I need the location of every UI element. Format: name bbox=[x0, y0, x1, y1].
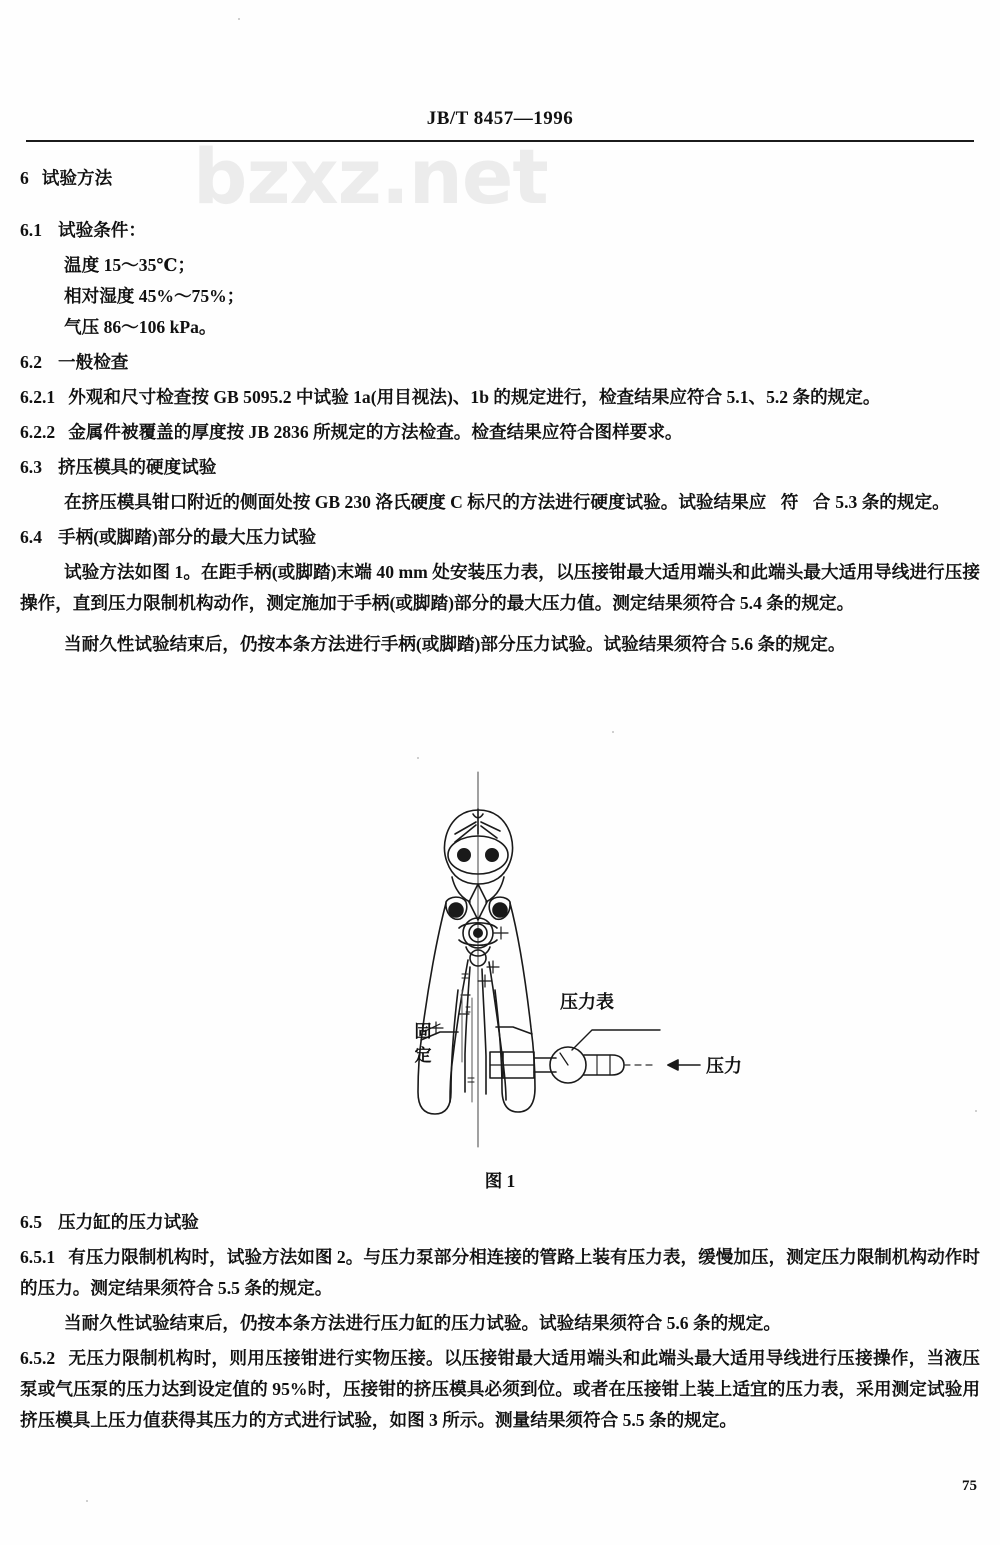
figure-1-drawing bbox=[0, 762, 1000, 1207]
heading-6-2-number: 6.2 bbox=[20, 352, 42, 372]
clause-6-5-2 bbox=[20, 1343, 980, 1436]
scan-speck bbox=[612, 731, 614, 733]
clause-6-2-2 bbox=[20, 417, 980, 448]
heading-6-1 bbox=[20, 215, 980, 246]
heading-6-3 bbox=[20, 452, 980, 483]
clause-6-2-1-number: 6.2.1 bbox=[20, 387, 56, 407]
figure-1 bbox=[0, 762, 1000, 1207]
heading-6-4-title: 手柄(或脚踏)部分的最大压力试验 bbox=[58, 527, 317, 547]
clause-6-3-body bbox=[20, 487, 980, 518]
figure-1-label-fixed: 固定 bbox=[414, 1022, 432, 1065]
figure-1-caption: 图 1 bbox=[484, 1171, 516, 1191]
heading-6-2 bbox=[20, 347, 980, 378]
clause-6-3-body-part2: 应 符 合 bbox=[748, 492, 836, 512]
condition-temperature: 温度 15～35℃； bbox=[64, 255, 196, 275]
clause-6-5-1-paragraph-2: 当耐久性试验结束后，仍按本条方法进行压力缸的压力试验。试验结果须符合 5.6 条的规定。 bbox=[64, 1313, 781, 1333]
heading-6-4-number: 6.4 bbox=[20, 527, 42, 547]
heading-6-5 bbox=[20, 1207, 980, 1238]
clause-6-2-2-text: 金属件被覆盖的厚度按 JB 2836 所规定的方法检查。检查结果应符合图样要求。 bbox=[68, 422, 683, 442]
figure-1-label-gauge: 压力表 bbox=[560, 992, 614, 1012]
heading-6-1-number: 6.1 bbox=[20, 220, 42, 240]
document-body bbox=[20, 163, 980, 660]
clause-6-3-body-part1: 在挤压模具钳口附近的侧面处按 GB 230 洛氏硬度 C 标尺的方法进行硬度试验。试验结果 bbox=[64, 492, 749, 512]
clause-6-5-1-number: 6.5.1 bbox=[20, 1247, 56, 1267]
clause-6-5-2-number: 6.5.2 bbox=[20, 1348, 56, 1368]
clause-6-5-1-text: 有压力限制机构时，试验方法如图 2。与压力泵部分相连接的管路上装有压力表，缓慢加压，测定压力限制机构动作时的压力。测定结果须符合 5.5 条的规定。 bbox=[20, 1247, 980, 1298]
clause-6-2-2-number: 6.2.2 bbox=[20, 422, 56, 442]
condition-pressure: 气压 86～106 kPa。 bbox=[64, 317, 217, 337]
clause-6-2-1-text: 外观和尺寸检查按 GB 5095.2 中试验 1a(用目视法)、1b 的规定进行，检查结果应符合 5.1、5.2 条的规定。 bbox=[68, 387, 881, 407]
heading-6-3-title: 挤压模具的硬度试验 bbox=[58, 457, 217, 477]
heading-6-5-title: 压力缸的压力试验 bbox=[58, 1212, 199, 1232]
page-number: 75 bbox=[962, 1478, 977, 1494]
figure-1-label-force: 压力 bbox=[706, 1056, 742, 1076]
heading-6-title: 试验方法 bbox=[41, 168, 113, 188]
heading-6-2-title: 一般检查 bbox=[58, 352, 129, 372]
document-body-continued bbox=[20, 1207, 980, 1436]
heading-6-1-title: 试验条件： bbox=[58, 220, 146, 240]
clause-6-3-body-part3: 5.3 条的规定。 bbox=[835, 492, 950, 512]
document-header-title: JB/T 8457—1996 bbox=[426, 108, 574, 129]
heading-6-5-number: 6.5 bbox=[20, 1212, 42, 1232]
scan-speck bbox=[238, 18, 240, 20]
clause-6-4-paragraph-2: 当耐久性试验结束后，仍按本条方法进行手柄(或脚踏)部分压力试验。试验结果须符合 5.6 条的规定。 bbox=[64, 634, 846, 654]
scan-speck bbox=[417, 757, 419, 759]
clause-6-5-2-text: 无压力限制机构时，则用压接钳进行实物压接。以压接钳最大适用端头和此端头最大适用导线进行压接操作，当液压泵或气压泵的压力达到设定值的 95%时，压接钳的挤压模具必须到位。或者在压接钳上装上适宜的压力表，采用测定试验用挤压模具上压力值获得其压力的方式进行试验，如图 3 所示。测量结果须符合 5.5 条的规定。 bbox=[20, 1348, 980, 1430]
header-divider-rule bbox=[26, 140, 974, 142]
heading-6-3-number: 6.3 bbox=[20, 457, 42, 477]
heading-6 bbox=[20, 163, 980, 194]
clause-6-2-1 bbox=[20, 382, 980, 413]
clause-6-5-1 bbox=[20, 1242, 980, 1304]
clause-6-4-paragraph-1: 试验方法如图 1。在距手柄(或脚踏)末端 40 mm 处安装压力表，以压接钳最大适用端头和此端头最大适用导线进行压接操作，直到压力限制机构动作，测定施加于手柄(或脚踏)部分的最大压力值。测定结果须符合 5.4 条的规定。 bbox=[20, 562, 980, 613]
scan-speck bbox=[86, 1500, 88, 1502]
heading-6-4 bbox=[20, 522, 980, 553]
condition-humidity: 相对湿度 45%～75%； bbox=[64, 286, 245, 306]
site-watermark: bzxz.net bbox=[193, 132, 548, 221]
heading-6-number: 6 bbox=[20, 168, 29, 188]
